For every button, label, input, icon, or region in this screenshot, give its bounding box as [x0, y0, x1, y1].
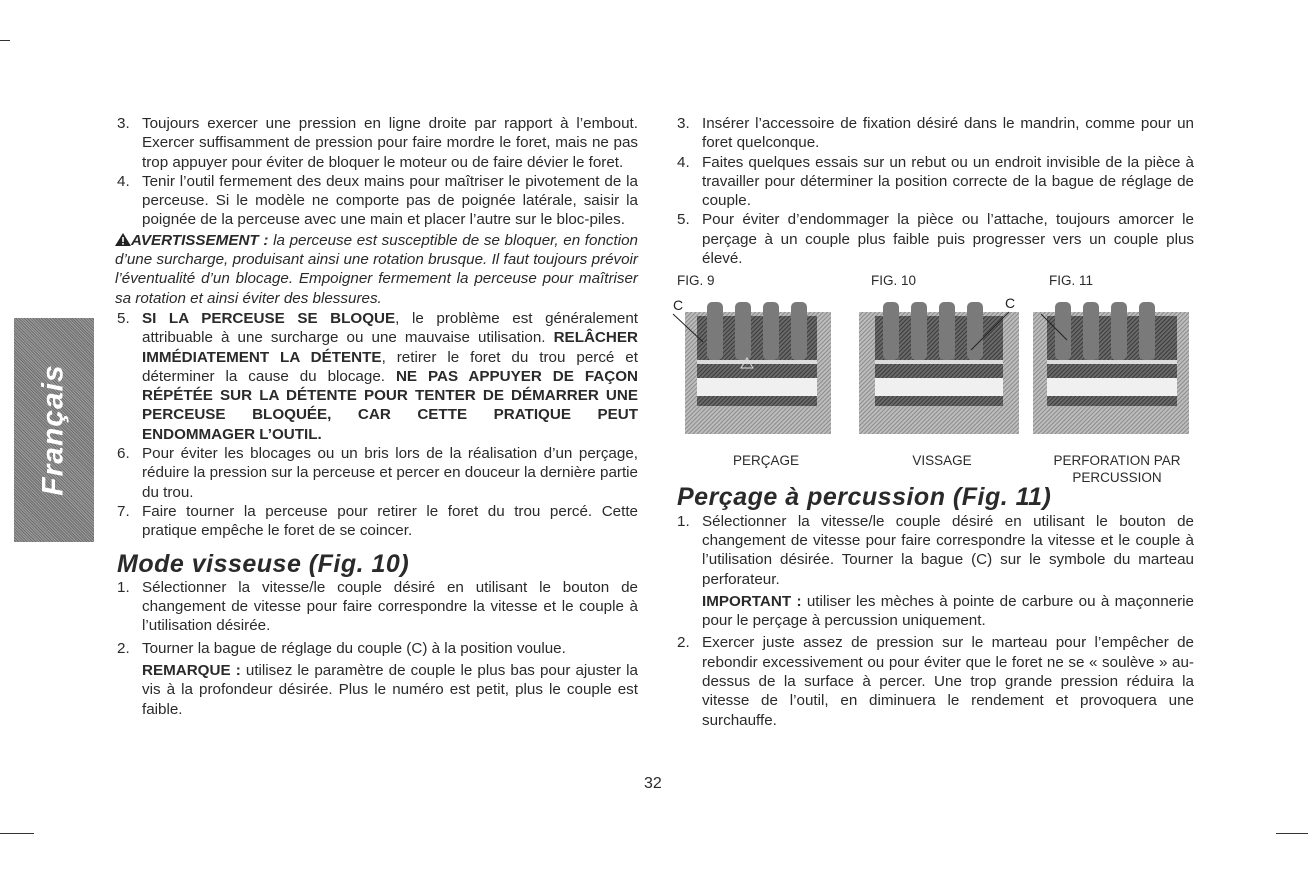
fig-caption: PERFORATION PAR PERCUSSION: [1053, 453, 1181, 486]
fig10-callout: C: [1005, 295, 1016, 312]
important-note: [702, 592, 1194, 631]
fig-label: FIG. 9: [677, 273, 715, 289]
remark-text: utilisez le paramètre de couple le plus bas pour ajuster la vis à la profondeur désirée. Plus le numéro est petit, plus le couple est faible.: [142, 662, 638, 718]
item-text: Sélectionner la vitesse/le couple désiré en utilisant le bouton de changement de vitesse pour faire correspondre la vitesse et le couple à l’utilisation désirée. Tourner la bague (C) sur le symbole du marteau perforateur.: [702, 512, 1194, 588]
warning-block: [115, 231, 638, 308]
item-number: 5.: [117, 309, 130, 327]
item-text: Toujours exercer une pression en ligne droite par rapport à l’embout. Exercer suffisamment de pression pour faire mordre le foret, mais ne pas trop appuyer pour éviter de bloquer le moteur ou de faire dévier le foret.: [142, 115, 638, 171]
item-number: 2.: [117, 639, 130, 657]
item-number: 4.: [117, 172, 130, 190]
crop-mark: [1276, 833, 1308, 834]
figure-hammer-drilling: [1033, 294, 1193, 450]
item-text: [142, 309, 638, 444]
page-number: 32: [644, 775, 662, 792]
emphasis-text: SI LA PERCEUSE SE BLOQUE: [142, 309, 396, 327]
list-item: [117, 578, 638, 636]
item-text: Sélectionner la vitesse/le couple désiré en utilisant le bouton de changement de vitesse pour faire correspondre la vitesse et le couple à l’utilisation désirée.: [142, 578, 638, 635]
item-number: 1.: [677, 512, 690, 530]
list-item: [677, 633, 1194, 729]
fig-caption: PERÇAGE: [732, 453, 800, 469]
item-number: 3.: [117, 115, 130, 132]
item-text: Tenir l’outil fermement des deux mains pour maîtriser le pivotement de la perceuse. Si le modèle ne comporte pas de poignée latérale, saisir la poignée de la perceuse avec une main et placer l’autre sur le bloc-piles.: [142, 172, 638, 229]
right-column: [673, 114, 1194, 730]
remark-note: [142, 661, 638, 719]
list-item: [677, 210, 1194, 268]
important-text: utiliser les mèches à pointe de carbure ou à maçonnerie pour le perçage à percussion uniquement.: [702, 592, 1194, 630]
emphasis-text: NE PAS APPUYER DE FAÇON RÉPÉTÉE SUR LA DÉTENTE POUR TENTER DE DÉMARRER UNE PERCEUSE BLOQUÉE, CAR CETTE PRATIQUE PEUT ENDOMMAGER L’OUTIL.: [142, 367, 638, 443]
item-number: 7.: [117, 502, 130, 520]
warning-label: AVERTISSEMENT :: [131, 231, 269, 249]
item-text: Insérer l’accessoire de fixation désiré dans le mandrin, comme pour un foret quelconque.: [702, 115, 1194, 152]
fig-label: FIG. 10: [871, 273, 917, 289]
important-label: IMPORTANT :: [702, 592, 802, 610]
emphasis-text: RELÂCHER IMMÉDIATEMENT LA DÉTENTE: [142, 329, 638, 366]
list-item: [117, 114, 638, 172]
list-item: [117, 444, 638, 502]
left-column: [117, 114, 638, 719]
crop-mark: [0, 40, 10, 41]
item-number: 5.: [677, 211, 690, 229]
item-number: 3.: [677, 115, 690, 132]
warning-text: la perceuse est susceptible de se bloquer, en fonction d’une surcharge, produisant ainsi une rotation brusque. Il faut toujours prévoir l’éventualité d’un blocage. Empoigner fermement la perceuse pour maîtriser sa rotation et ainsi éviter des blessures.: [115, 231, 638, 307]
remark-label: REMARQUE :: [142, 662, 241, 680]
crop-mark: [0, 833, 34, 834]
fig-label: FIG. 11: [1049, 273, 1094, 289]
list-item: [117, 309, 638, 444]
list-item: [677, 153, 1194, 211]
figure-drilling: [671, 294, 831, 450]
item-number: 2.: [677, 634, 690, 652]
list-item: [677, 114, 1194, 153]
item-text: Tourner la bague de réglage du couple (C) à la position voulue.: [142, 639, 566, 657]
list-item: [117, 172, 638, 230]
figure-row: [673, 268, 1194, 486]
item-text: Faire tourner la perceuse pour retirer le foret du trou percé. Cette pratique empêche le foret de se coincer.: [142, 502, 638, 540]
list-item: [117, 502, 638, 541]
body-text: , le problème est généralement attribuable à une surcharge ou une mauvaise utilisation.: [142, 309, 638, 347]
figure-screwdriving: [859, 294, 1019, 450]
item-number: 6.: [117, 445, 130, 463]
fig9-callout: C: [673, 297, 684, 314]
body-text: , retirer le foret du trou percé et déterminer la cause du blocage.: [142, 348, 638, 385]
item-number: 1.: [117, 578, 130, 596]
warning-icon: [115, 233, 131, 246]
list-item: [677, 512, 1194, 589]
item-text: Faites quelques essais sur un rebut ou un endroit invisible de la pièce à travailler pour déterminer la position correcte de la bague de réglage de couple.: [702, 153, 1194, 210]
language-tab-label: Français: [37, 364, 70, 496]
fig-caption: VISSAGE: [912, 453, 972, 469]
item-text: Pour éviter d’endommager la pièce ou l’attache, toujours amorcer le perçage à un couple plus faible puis progresser vers un couple plus élevé.: [702, 211, 1194, 268]
list-item: [117, 639, 638, 658]
item-number: 4.: [677, 153, 690, 171]
item-text: Pour éviter les blocages ou un bris lors de la réalisation d’un perçage, réduire la pression sur la perceuse et percer en douceur la dernière partie du trou.: [142, 445, 638, 501]
item-text: Exercer juste assez de pression sur le marteau pour l’empêcher de rebondir excessivement ou pour éviter que le foret ne se « soulève » au-dessus de la surface à percer. Une trop grande pression réduira la vitesse de l’outil, en diminuera le rendement et provoquera une surchauffe.: [702, 634, 1194, 729]
section-heading: Mode visseuse (Fig. 10): [117, 549, 410, 578]
language-tab-label-wrap: [14, 318, 94, 542]
section-heading: Perçage à percussion (Fig. 11): [677, 483, 1052, 512]
